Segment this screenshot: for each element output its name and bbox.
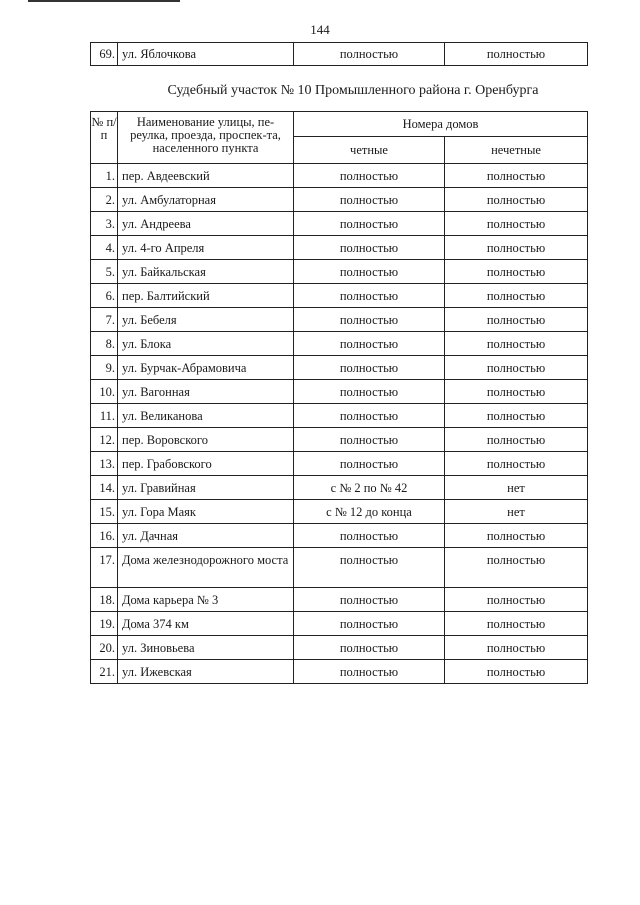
table-row	[91, 428, 588, 452]
odd-houses: полностью	[445, 164, 588, 188]
even-houses: с № 12 до конца	[294, 500, 445, 524]
row-number: 2.	[91, 188, 118, 212]
table-row	[91, 524, 588, 548]
street-name: ул. Гравийная	[118, 476, 294, 500]
street-name: ул. Зиновьева	[118, 636, 294, 660]
table-row	[91, 452, 588, 476]
street-name: ул. Яблочкова	[118, 43, 294, 66]
table-row	[91, 380, 588, 404]
odd-houses: нет	[445, 476, 588, 500]
row-number: 1.	[91, 164, 118, 188]
table-row	[91, 612, 588, 636]
even-houses: полностью	[294, 612, 445, 636]
even-houses: полностью	[294, 260, 445, 284]
row-number: 18.	[91, 588, 118, 612]
odd-houses: полностью	[445, 524, 588, 548]
row-number: 19.	[91, 612, 118, 636]
street-name: ул. Амбулаторная	[118, 188, 294, 212]
table-row	[91, 588, 588, 612]
table-row	[91, 212, 588, 236]
row-number: 5.	[91, 260, 118, 284]
street-name: ул. Дачная	[118, 524, 294, 548]
even-houses: полностью	[294, 636, 445, 660]
table-row	[91, 356, 588, 380]
odd-houses: полностью	[445, 588, 588, 612]
street-name: ул. Байкальская	[118, 260, 294, 284]
even-houses: полностью	[294, 524, 445, 548]
odd-houses: полностью	[445, 236, 588, 260]
odd-houses: полностью	[445, 452, 588, 476]
street-name: ул. Бурчак-Абрамовича	[118, 356, 294, 380]
row-number: 8.	[91, 332, 118, 356]
table-row	[91, 284, 588, 308]
street-name: Дома 374 км	[118, 612, 294, 636]
odd-houses: полностью	[445, 404, 588, 428]
even-houses: полностью	[294, 308, 445, 332]
header-house-numbers: Номера домов	[294, 112, 588, 137]
even-houses: полностью	[294, 188, 445, 212]
row-number: 16.	[91, 524, 118, 548]
odd-houses: полностью	[445, 356, 588, 380]
even-houses: полностью	[294, 588, 445, 612]
row-number: 11.	[91, 404, 118, 428]
even-houses: полностью	[294, 236, 445, 260]
continuation-table	[90, 42, 588, 66]
row-number: 17.	[91, 548, 118, 588]
even-houses: полностью	[294, 356, 445, 380]
street-name: ул. Блока	[118, 332, 294, 356]
even-houses: полностью	[294, 548, 445, 588]
page-number: 144	[310, 22, 330, 37]
row-number: 15.	[91, 500, 118, 524]
even-houses: полностью	[294, 428, 445, 452]
street-name: пер. Грабовского	[118, 452, 294, 476]
odd-houses: полностью	[445, 612, 588, 636]
row-number: 14.	[91, 476, 118, 500]
even-houses: полностью	[294, 660, 445, 684]
street-name: пер. Балтийский	[118, 284, 294, 308]
table-row	[91, 660, 588, 684]
row-number: 13.	[91, 452, 118, 476]
row-number: 9.	[91, 356, 118, 380]
table-row	[91, 308, 588, 332]
table-row	[91, 43, 588, 66]
street-name: ул. Ижевская	[118, 660, 294, 684]
table-row	[91, 260, 588, 284]
odd-houses: полностью	[445, 636, 588, 660]
header-even: четные	[294, 137, 445, 164]
table-row	[91, 164, 588, 188]
table-row	[91, 548, 588, 588]
header-street-name: Наименование улицы, пе-реулка, проезда, проспек-та, населенного пункта	[118, 112, 294, 164]
header-odd: нечетные	[445, 137, 588, 164]
row-number: 20.	[91, 636, 118, 660]
odd-houses: полностью	[445, 660, 588, 684]
row-number: 7.	[91, 308, 118, 332]
table-row	[91, 476, 588, 500]
streets-table	[90, 111, 588, 684]
odd-houses: полностью	[445, 548, 588, 588]
street-name: Дома железнодорожного моста	[118, 548, 294, 588]
table-row	[91, 404, 588, 428]
table-body	[91, 164, 588, 684]
even-houses: полностью	[294, 284, 445, 308]
street-name: ул. Вагонная	[118, 380, 294, 404]
row-number: 6.	[91, 284, 118, 308]
table-row	[91, 236, 588, 260]
even-houses: полностью	[294, 212, 445, 236]
odd-houses: полностью	[445, 212, 588, 236]
street-name: ул. Гора Маяк	[118, 500, 294, 524]
top-edge-line	[28, 0, 180, 2]
header-row	[91, 112, 588, 137]
table-row	[91, 636, 588, 660]
even-houses: полностью	[294, 164, 445, 188]
row-number: 10.	[91, 380, 118, 404]
street-name: Дома карьера № 3	[118, 588, 294, 612]
header-number: № п/п	[91, 112, 118, 164]
odd-houses: нет	[445, 500, 588, 524]
even-houses: полностью	[294, 332, 445, 356]
row-number: 69.	[91, 43, 118, 66]
even-houses: с № 2 по № 42	[294, 476, 445, 500]
row-number: 21.	[91, 660, 118, 684]
street-name: ул. Андреева	[118, 212, 294, 236]
even-houses: полностью	[294, 43, 445, 66]
row-number: 4.	[91, 236, 118, 260]
table-row	[91, 500, 588, 524]
odd-houses: полностью	[445, 332, 588, 356]
odd-houses: полностью	[445, 380, 588, 404]
odd-houses: полностью	[445, 308, 588, 332]
row-number: 12.	[91, 428, 118, 452]
even-houses: полностью	[294, 380, 445, 404]
even-houses: полностью	[294, 452, 445, 476]
odd-houses: полностью	[445, 43, 588, 66]
section-title: Судебный участок № 10 Промышленного района г. Оренбурга	[167, 83, 539, 98]
street-name: ул. 4-го Апреля	[118, 236, 294, 260]
street-name: пер. Авдеевский	[118, 164, 294, 188]
even-houses: полностью	[294, 404, 445, 428]
odd-houses: полностью	[445, 188, 588, 212]
street-name: ул. Великанова	[118, 404, 294, 428]
street-name: пер. Воровского	[118, 428, 294, 452]
row-number: 3.	[91, 212, 118, 236]
street-name: ул. Бебеля	[118, 308, 294, 332]
table-row	[91, 332, 588, 356]
odd-houses: полностью	[445, 284, 588, 308]
odd-houses: полностью	[445, 428, 588, 452]
table-row	[91, 188, 588, 212]
odd-houses: полностью	[445, 260, 588, 284]
